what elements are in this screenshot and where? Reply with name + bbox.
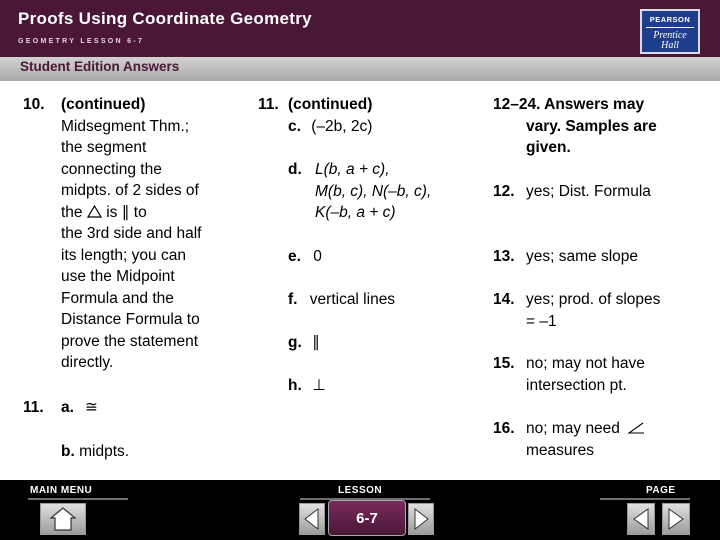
answer-text: midpts.	[79, 443, 130, 460]
answer-line: (continued)	[288, 96, 373, 113]
perpendicular-icon: ⊥	[312, 376, 326, 394]
answer-text: vertical lines	[309, 291, 396, 308]
answer-11a	[23, 397, 223, 419]
answer-text: yes; same slope	[526, 248, 638, 265]
answer-line: the 3rd side and half	[61, 225, 202, 242]
answer-line: c. (–2b, 2c)	[288, 117, 373, 135]
answer-line: L(b, a + c),	[315, 161, 390, 178]
arrow-left-icon	[300, 504, 324, 534]
answer-line: Formula and the	[61, 289, 174, 307]
answer-line: yes; prod. of slopes	[526, 291, 661, 308]
answer-line: = –1	[526, 312, 557, 330]
answer-line: its length; you can	[61, 246, 186, 264]
answer-line: measures	[526, 441, 595, 459]
answer-11e	[288, 246, 468, 268]
pearson-logo	[640, 9, 700, 54]
lesson-subtitle: GEOMETRY LESSON 6-7	[18, 38, 145, 45]
answer-letter: f.	[288, 291, 298, 308]
answer-line: the segment	[61, 139, 147, 156]
parallel-icon: ∥	[121, 202, 130, 221]
answer-line: connecting the	[61, 160, 162, 178]
answer-line: K(–b, a + c)	[315, 204, 396, 221]
answer-number: 16.	[493, 420, 515, 437]
answer-letter: d.	[288, 161, 302, 178]
lesson-prev-button[interactable]	[299, 503, 325, 535]
answer-11h	[288, 375, 368, 397]
answer-text: 0	[313, 248, 322, 265]
answer-line: prove the statement	[61, 332, 198, 350]
logo-hall: Hall	[661, 40, 679, 51]
lesson-next-button[interactable]	[408, 503, 434, 535]
answer-letter: h.	[288, 377, 302, 394]
lesson-label: LESSON	[338, 485, 383, 496]
answer-number: 13.	[493, 248, 515, 265]
arrow-right-icon	[409, 504, 433, 534]
main-menu-button[interactable]	[40, 503, 86, 535]
arrow-right-icon	[663, 504, 689, 534]
section-band	[0, 57, 720, 81]
page-label: PAGE	[646, 485, 676, 496]
answer-letter: a.	[61, 399, 74, 416]
page-prev-button[interactable]	[627, 503, 655, 535]
answer-line: directly.	[61, 354, 114, 371]
answer-number: 12.	[493, 183, 515, 200]
answer-line: vary. Samples are	[526, 117, 657, 135]
answer-number: 11.	[23, 399, 44, 416]
answer-line: no; may not have	[526, 355, 645, 372]
page-next-button[interactable]	[662, 503, 690, 535]
answer-11f	[288, 289, 468, 311]
answer-line: no; may need	[526, 418, 708, 440]
answer-letter: g.	[288, 334, 302, 351]
answer-11b	[61, 441, 241, 463]
answer-line: Distance Formula to	[61, 311, 200, 328]
answers-intro	[493, 94, 703, 159]
home-icon	[41, 504, 85, 534]
answer-line: the is ∥ to	[61, 202, 147, 221]
answer-line: Midsegment Thm.;	[61, 117, 190, 135]
answer-line: 12–24. Answers may	[493, 96, 645, 113]
header-bar	[0, 0, 720, 57]
logo-pearson: PEARSON	[649, 15, 691, 24]
page-title: Proofs Using Coordinate Geometry	[18, 9, 312, 28]
answer-line: given.	[526, 139, 571, 156]
answer-line: midpts. of 2 sides of	[61, 182, 199, 199]
answer-number: 10.	[23, 96, 45, 113]
answer-line: intersection pt.	[526, 376, 627, 394]
logo-prentice: Prentice	[653, 30, 687, 41]
lesson-number-button[interactable]: 6-7	[328, 500, 406, 536]
answer-letter: b.	[61, 443, 75, 460]
section-label: Student Edition Answers	[20, 59, 180, 74]
answer-12	[493, 181, 708, 203]
angle-icon	[627, 421, 645, 435]
footer-nav	[0, 480, 720, 540]
answer-line: (continued)	[61, 96, 146, 113]
main-menu-label: MAIN MENU	[30, 485, 93, 496]
triangle-icon	[87, 205, 102, 218]
answer-text: yes; Dist. Formula	[526, 183, 651, 200]
answer-line: M(b, c), N(–b, c),	[315, 182, 432, 200]
answer-number: 14.	[493, 291, 515, 308]
answer-letter: e.	[288, 248, 301, 265]
congruent-icon: ≅	[85, 398, 98, 416]
answer-line: use the Midpoint	[61, 268, 175, 285]
answer-11g	[288, 332, 368, 354]
answer-13	[493, 246, 708, 268]
answer-number: 15.	[493, 355, 515, 372]
parallel-icon: ∥	[312, 333, 320, 351]
arrow-left-icon	[628, 504, 654, 534]
answer-number: 11.	[258, 96, 279, 113]
answers-content	[0, 81, 720, 480]
